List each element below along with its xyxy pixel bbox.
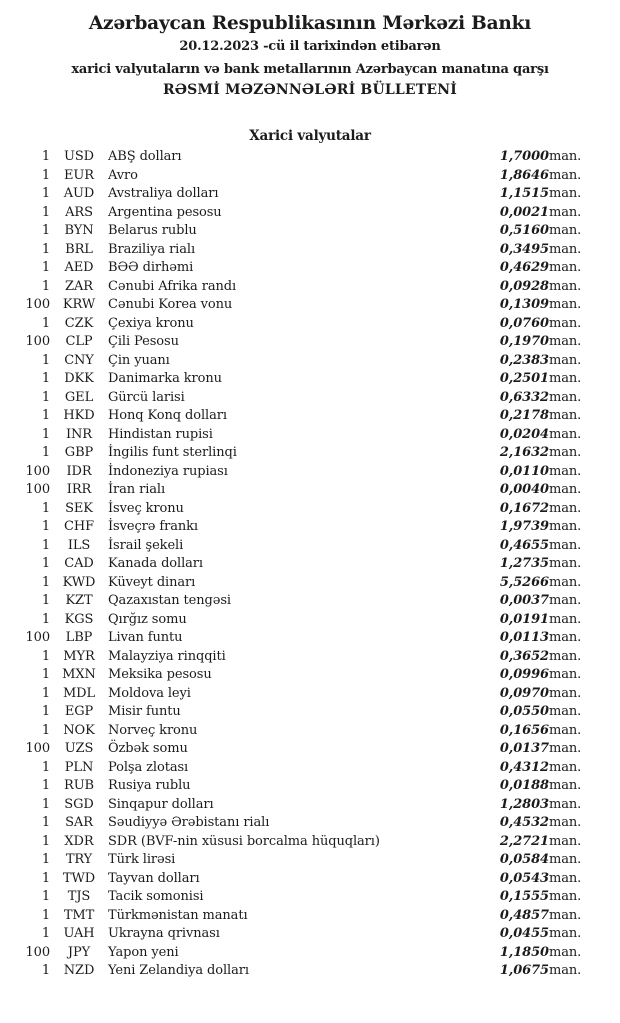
currency-code-cell: HKD [63,408,95,423]
quantity-cell: 1 [41,648,50,664]
unit-label-cell: man. [549,556,582,571]
currency-name-cell: Danimarka kronu [108,371,222,386]
currency-name-cell: Qazaxıstan tengəsi [108,593,231,608]
rate-value-cell: 0,0113 [499,630,549,645]
exchange-rates-body [0,148,593,981]
currency-code-cell: UAH [63,926,95,941]
quantity-cell: 1 [41,241,50,257]
rate-row [0,870,593,889]
unit-label-cell: man. [549,574,582,590]
rate-value-cell: 1,1515 [499,186,549,201]
quantity-cell: 1 [41,260,50,275]
currency-name-cell: İngilis funt sterlinqi [108,445,237,460]
rate-row [0,389,593,408]
currency-code-cell: KRW [62,297,96,312]
currency-name-cell: Moldova leyi [108,685,191,701]
quantity-cell: 1 [41,149,50,164]
currency-name-cell: Belarus rublu [108,223,197,238]
rate-value-cell: 0,0928 [499,278,549,294]
unit-label-cell: man. [549,389,582,405]
currency-name-cell: Misir funtu [108,704,181,719]
currency-code-cell: GEL [64,389,94,405]
rate-value-cell: 0,1555 [499,889,549,904]
unit-label-cell: man. [549,926,582,941]
rate-row [0,703,593,722]
rate-value-cell: 0,0760 [499,315,549,331]
unit-label-cell: man. [549,186,582,201]
quantity-cell: 1 [41,537,50,553]
currency-name-cell: Meksika pesosu [108,667,212,682]
quantity-cell: 100 [25,944,50,960]
currency-name-cell: Küveyt dinarı [108,574,196,590]
rate-row [0,592,593,611]
unit-label-cell: man. [549,630,582,645]
rate-row [0,629,593,648]
rate-value-cell: 0,4532 [499,815,549,830]
quantity-cell: 1 [41,889,50,904]
currency-name-cell: Livan funtu [108,630,183,645]
rate-value-cell: 0,5160 [499,223,549,238]
rate-value-cell: 0,1309 [499,297,549,312]
rate-row [0,722,593,741]
unit-label-cell: man. [549,537,582,553]
unit-label-cell: man. [549,870,582,886]
rate-value-cell: 0,1672 [499,500,549,516]
unit-label-cell: man. [549,241,582,257]
quantity-cell: 1 [41,815,50,830]
currency-name-cell: Sinqapur dolları [108,796,214,812]
rate-value-cell: 1,1850 [499,944,549,960]
quantity-cell: 1 [41,907,50,923]
rate-value-cell: 0,4655 [499,537,549,553]
currency-name-cell: Tayvan dolları [108,870,200,886]
rate-value-cell: 0,0204 [499,426,549,442]
currency-code-cell: CNY [64,352,94,368]
currency-name-cell: Cənubi Afrika randı [108,278,237,294]
rate-value-cell: 0,0543 [499,870,549,886]
rate-value-cell: 0,4312 [499,759,549,775]
rate-value-cell: 0,4857 [499,907,549,923]
unit-label-cell: man. [549,278,582,294]
currency-name-cell: Hindistan rupisi [108,426,213,442]
quantity-cell: 1 [41,833,50,849]
quantity-cell: 1 [41,445,50,460]
quantity-cell: 1 [41,223,50,238]
rate-row [0,278,593,297]
unit-label-cell: man. [549,426,582,442]
currency-code-cell: INR [66,426,92,442]
currency-code-cell: JPY [67,944,91,960]
currency-name-cell: İran rialı [108,482,166,497]
currency-name-cell: Çexiya kronu [108,315,194,331]
quantity-cell: 1 [41,870,50,886]
currency-name-cell: Çin yuanı [108,352,170,368]
currency-name-cell: ABŞ dolları [108,149,182,164]
rate-value-cell: 0,0021 [499,204,549,220]
currency-code-cell: RUB [64,778,94,793]
rate-row [0,148,593,167]
rate-value-cell: 1,8646 [499,167,549,183]
currency-code-cell: AED [64,260,94,275]
rate-value-cell: 1,0675 [499,963,549,978]
unit-label-cell: man. [549,685,582,701]
currency-code-cell: EGP [64,704,94,719]
rate-row [0,222,593,241]
unit-label-cell: man. [549,260,582,275]
currency-code-cell: NOK [63,722,95,738]
currency-name-cell: Türk lirəsi [108,852,176,867]
currency-code-cell: XDR [64,833,94,849]
currency-name-cell: Türkmənistan manatı [108,907,248,923]
rate-row [0,167,593,186]
currency-code-cell: MDL [62,685,96,701]
currency-code-cell: TMT [63,907,95,923]
rate-row [0,481,593,500]
unit-label-cell: man. [549,352,582,368]
quantity-cell: 1 [41,926,50,941]
rate-row [0,407,593,426]
quantity-cell: 1 [41,574,50,590]
currency-code-cell: BYN [64,223,94,238]
quantity-cell: 1 [41,778,50,793]
currency-name-cell: İsrail şekeli [108,537,184,553]
currency-name-cell: Rusiya rublu [108,778,191,793]
currency-name-cell: Ukrayna qrivnası [108,926,220,941]
quantity-cell: 100 [25,741,50,756]
subtitle-line: xarici valyutaların və bank metallarının Azərbaycan manatına qarşı [71,62,549,77]
rate-value-cell: 0,6332 [499,389,549,405]
unit-label-cell: man. [549,852,582,867]
quantity-cell: 1 [41,204,50,220]
quantity-cell: 1 [41,389,50,405]
unit-label-cell: man. [549,963,582,978]
currency-name-cell: İsveçrə frankı [108,519,198,534]
rate-value-cell: 0,0550 [499,704,549,719]
quantity-cell: 100 [25,463,50,479]
rate-value-cell: 0,0191 [499,611,549,627]
currency-name-cell: Qırğız somu [108,611,187,627]
currency-name-cell: Norveç kronu [108,722,198,738]
quantity-cell: 1 [41,759,50,775]
rate-row [0,444,593,463]
rate-value-cell: 0,0110 [499,463,549,479]
currency-name-cell: Kanada dolları [108,556,203,571]
currency-code-cell: EUR [64,167,94,183]
currency-name-cell: İndoneziya rupiası [108,463,228,479]
rate-row [0,426,593,445]
quantity-cell: 1 [41,408,50,423]
unit-label-cell: man. [549,408,582,423]
rate-value-cell: 0,1970 [499,334,549,349]
currency-code-cell: SEK [65,500,93,516]
currency-code-cell: GBP [64,445,94,460]
rate-value-cell: 0,4629 [499,260,549,275]
rate-row [0,685,593,704]
rate-value-cell: 2,2721 [499,833,549,849]
rate-value-cell: 0,0188 [499,778,549,793]
rate-row [0,777,593,796]
quantity-cell: 1 [41,722,50,738]
rate-row [0,518,593,537]
rate-value-cell: 5,5266 [499,574,549,590]
rate-row [0,648,593,667]
rate-row [0,463,593,482]
rate-value-cell: 0,1656 [499,722,549,738]
quantity-cell: 1 [41,278,50,294]
unit-label-cell: man. [549,482,582,497]
currency-code-cell: TRY [65,852,93,867]
rate-value-cell: 1,2803 [499,796,549,812]
rate-row [0,574,593,593]
currency-name-cell: Səudiyyə Ərəbistanı rialı [108,815,270,830]
currency-code-cell: UZS [64,741,94,756]
rate-row [0,241,593,260]
rate-value-cell: 0,3652 [499,648,549,664]
unit-label-cell: man. [549,519,582,534]
unit-label-cell: man. [549,611,582,627]
unit-label-cell: man. [549,204,582,220]
currency-code-cell: TJS [67,889,91,904]
currency-name-cell: Özbək somu [108,741,188,756]
rate-value-cell: 0,0137 [499,741,549,756]
currency-name-cell: İsveç kronu [108,500,184,516]
rate-value-cell: 0,0040 [499,482,549,497]
quantity-cell: 1 [41,426,50,442]
quantity-cell: 1 [41,167,50,183]
quantity-cell: 100 [25,630,50,645]
rate-row [0,814,593,833]
currency-code-cell: CLP [65,334,93,349]
quantity-cell: 1 [41,593,50,608]
rate-value-cell: 0,0584 [499,852,549,867]
rate-row [0,500,593,519]
currency-code-cell: ILS [67,537,91,553]
currency-code-cell: PLN [64,759,94,775]
currency-name-cell: Tacik somonisi [108,889,204,904]
rate-row [0,888,593,907]
rate-value-cell: 1,7000 [499,149,549,164]
currency-code-cell: TWD [62,870,96,886]
rate-row [0,925,593,944]
unit-label-cell: man. [549,667,582,682]
unit-label-cell: man. [549,944,582,960]
rate-value-cell: 0,2501 [499,371,549,386]
currency-name-cell: Cənubi Korea vonu [108,297,233,312]
rate-value-cell: 1,9739 [499,519,549,534]
currency-code-cell: KZT [65,593,93,608]
rate-row [0,315,593,334]
unit-label-cell: man. [549,796,582,812]
bank-name-title: Azərbaycan Respublikasının Mərkəzi Bankı [88,13,532,34]
section-title-foreign-currencies: Xarici valyutalar [249,128,371,144]
unit-label-cell: man. [549,759,582,775]
unit-label-cell: man. [549,889,582,904]
rate-row [0,296,593,315]
unit-label-cell: man. [549,722,582,738]
rate-row [0,666,593,685]
quantity-cell: 1 [41,556,50,571]
rate-value-cell: 0,2383 [499,352,549,368]
currency-code-cell: KWD [62,574,96,590]
rate-row [0,204,593,223]
unit-label-cell: man. [549,371,582,386]
currency-name-cell: SDR (BVF-nin xüsusi borcalma hüquqları) [108,833,380,849]
quantity-cell: 1 [41,371,50,386]
currency-code-cell: ZAR [65,278,93,294]
quantity-cell: 1 [41,186,50,201]
rate-row [0,537,593,556]
currency-name-cell: Polşa zlotası [108,759,189,775]
rate-row [0,185,593,204]
currency-code-cell: KGS [64,611,94,627]
quantity-cell: 1 [41,352,50,368]
unit-label-cell: man. [549,907,582,923]
currency-code-cell: CHF [63,519,94,534]
quantity-cell: 1 [41,685,50,701]
rate-row [0,333,593,352]
currency-name-cell: Yapon yeni [108,944,179,960]
quantity-cell: 1 [41,963,50,978]
currency-code-cell: CZK [64,315,94,331]
currency-code-cell: MYR [63,648,95,664]
unit-label-cell: man. [549,648,582,664]
bulletin-title: RƏSMİ MƏZƏNNƏLƏRİ BÜLLETENİ [162,82,458,98]
quantity-cell: 1 [41,704,50,719]
quantity-cell: 1 [41,611,50,627]
unit-label-cell: man. [549,704,582,719]
currency-code-cell: SAR [65,815,93,830]
currency-code-cell: IDR [66,463,92,479]
rate-value-cell: 1,2735 [499,556,549,571]
unit-label-cell: man. [549,741,582,756]
currency-name-cell: BƏƏ dirhəmi [108,260,194,275]
rate-row [0,259,593,278]
currency-name-cell: Avstraliya dolları [108,186,219,201]
rate-value-cell: 2,1632 [499,445,549,460]
rate-row [0,833,593,852]
currency-code-cell: USD [64,149,94,164]
bulletin-header [0,0,620,98]
rate-row [0,555,593,574]
currency-code-cell: DKK [64,371,94,386]
effective-date-line: 20.12.2023 -cü il tarixindən etibarən [179,39,441,54]
unit-label-cell: man. [549,778,582,793]
quantity-cell: 1 [41,315,50,331]
rate-value-cell: 0,0037 [499,593,549,608]
currency-code-cell: NZD [63,963,95,978]
currency-name-cell: Çili Pesosu [108,334,179,349]
rate-row [0,352,593,371]
quantity-cell: 100 [25,334,50,349]
quantity-cell: 1 [41,796,50,812]
rate-value-cell: 0,0996 [499,667,549,682]
currency-name-cell: Gürcü larisi [108,389,185,405]
unit-label-cell: man. [549,593,582,608]
unit-label-cell: man. [549,149,582,164]
rate-row [0,796,593,815]
unit-label-cell: man. [549,315,582,331]
currency-name-cell: Malayziya rinqqiti [108,648,226,664]
currency-code-cell: MXN [62,667,96,682]
unit-label-cell: man. [549,463,582,479]
exchange-rates-table [0,148,593,981]
currency-name-cell: Braziliya rialı [108,241,196,257]
unit-label-cell: man. [549,297,582,312]
unit-label-cell: man. [549,334,582,349]
rate-row [0,611,593,630]
quantity-cell: 100 [25,297,50,312]
currency-code-cell: AUD [63,186,95,201]
rate-row [0,851,593,870]
quantity-cell: 100 [25,482,50,497]
currency-code-cell: ARS [65,204,93,220]
rate-value-cell: 0,2178 [499,408,549,423]
unit-label-cell: man. [549,223,582,238]
rate-row [0,759,593,778]
unit-label-cell: man. [549,445,582,460]
rate-row [0,740,593,759]
unit-label-cell: man. [549,167,582,183]
quantity-cell: 1 [41,500,50,516]
unit-label-cell: man. [549,815,582,830]
rate-value-cell: 0,0455 [499,926,549,941]
currency-name-cell: Honq Konq dolları [108,408,227,423]
currency-code-cell: BRL [65,241,93,257]
quantity-cell: 1 [41,667,50,682]
currency-name-cell: Avro [108,167,138,183]
currency-code-cell: IRR [66,482,92,497]
unit-label-cell: man. [549,833,582,849]
currency-code-cell: LBP [65,630,93,645]
rate-value-cell: 0,0970 [499,685,549,701]
rate-value-cell: 0,3495 [499,241,549,257]
rate-row [0,370,593,389]
quantity-cell: 1 [41,852,50,867]
currency-name-cell: Argentina pesosu [108,204,222,220]
currency-code-cell: SGD [64,796,94,812]
currency-name-cell: Yeni Zelandiya dolları [108,963,249,978]
unit-label-cell: man. [549,500,582,516]
currency-code-cell: CAD [64,556,94,571]
rate-row [0,962,593,981]
quantity-cell: 1 [41,519,50,534]
rate-row [0,907,593,926]
rate-row [0,944,593,963]
